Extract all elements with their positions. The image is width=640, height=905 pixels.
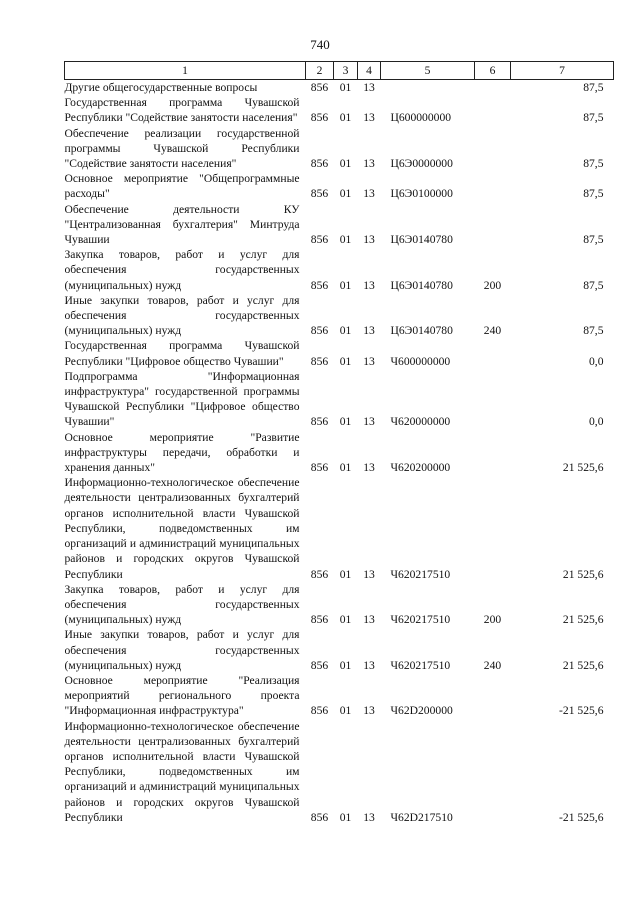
row-section: 01 [339, 613, 352, 627]
row-ministry-code: 856 [310, 810, 329, 824]
header-col-4: 4 [358, 62, 381, 80]
row-expense-type [475, 95, 511, 125]
row-target-item: Ц6Э0140780 [390, 324, 453, 338]
row-ministry-code: 856 [310, 704, 329, 718]
row-target-item: Ц600000000 [390, 111, 452, 125]
table-row [65, 430, 614, 476]
row-subsection: 13 [363, 157, 375, 171]
row-name: Подпрограмма "Информационная инфраструктура" государственной программы Чувашской Республики "Цифровое общество Чувашии" [64, 369, 300, 429]
row-amount: 21 525,6 [562, 461, 604, 475]
table-row [65, 475, 614, 581]
row-amount: 21 525,6 [562, 567, 604, 581]
row-name: Информационно-технологическое обеспечение деятельности централизованных бухгалтерий органов исполнительной власти Чувашской Республики, подведомственных им организаций и администраций муниципальных районов и городских округов Чувашской Республики [64, 719, 300, 824]
row-amount: 87,5 [583, 81, 604, 94]
row-ministry-code: 856 [310, 157, 329, 171]
row-section: 01 [339, 461, 352, 475]
row-section: 01 [339, 810, 352, 824]
row-expense-type [475, 171, 511, 201]
row-amount: 87,5 [583, 233, 604, 247]
table-row [65, 126, 614, 172]
row-name: Закупка товаров, работ и услуг для обеспечения государственных (муниципальных) нужд [64, 582, 300, 627]
row-target-item: Ц6Э0100000 [390, 187, 453, 201]
row-amount: -21 525,6 [559, 810, 604, 824]
row-ministry-code: 856 [310, 415, 329, 429]
row-section: 01 [339, 567, 352, 581]
row-amount: 0,0 [589, 415, 604, 429]
row-expense-type: 200 [483, 613, 502, 627]
row-name: Обеспечение реализации государственной программы Чувашской Республики "Содействие занятости населения" [64, 126, 300, 171]
row-name: Иные закупки товаров, работ и услуг для обеспечения государственных (муниципальных) нужд [64, 628, 300, 672]
table-header-row [65, 62, 614, 80]
row-expense-type [475, 369, 511, 430]
row-section: 01 [339, 278, 352, 292]
row-subsection: 13 [363, 111, 375, 125]
row-target-item: Ч600000000 [390, 354, 451, 368]
row-ministry-code: 856 [310, 111, 329, 125]
header-col-1: 1 [65, 62, 306, 80]
row-name: Основное мероприятие "Реализация мероприятий регионального проекта "Информационная инфраструктура" [64, 673, 300, 718]
header-col-2: 2 [306, 62, 334, 80]
row-expense-type [475, 673, 511, 719]
row-subsection: 13 [363, 658, 375, 672]
row-ministry-code: 856 [310, 567, 329, 581]
row-name: Иные закупки товаров, работ и услуг для обеспечения государственных (муниципальных) нужд [64, 293, 300, 338]
row-amount: 21 525,6 [562, 658, 604, 672]
row-name: Основное мероприятие "Развитие инфраструктуры передачи, обработки и хранения данных" [64, 430, 300, 475]
row-subsection: 13 [363, 704, 375, 718]
row-subsection: 13 [363, 233, 375, 247]
row-target-item: Ч620200000 [390, 461, 451, 475]
row-expense-type [475, 719, 511, 825]
row-expense-type [475, 80, 511, 96]
header-col-5: 5 [381, 62, 475, 80]
row-subsection: 13 [363, 461, 375, 475]
row-name: Информационно-технологическое обеспечение деятельности централизованных бухгалтерий органов исполнительной власти Чувашской Республики, подведомственных им организаций и администраций муниципальных районов и городских округов Чувашской Республики [64, 476, 300, 581]
row-subsection: 13 [363, 810, 375, 824]
row-ministry-code: 856 [310, 324, 329, 338]
budget-table [64, 61, 614, 825]
row-amount: 0,0 [589, 354, 604, 368]
row-name: Государственная программа Чувашской Республики "Содействие занятости населения" [64, 96, 300, 125]
row-subsection: 13 [363, 567, 375, 581]
row-target-item: Ч620217510 [390, 613, 451, 627]
table-row [65, 171, 614, 201]
row-amount: 87,5 [583, 187, 604, 201]
table-row [65, 247, 614, 293]
row-subsection: 13 [363, 278, 375, 292]
table-body [65, 80, 614, 825]
row-expense-type [475, 475, 511, 581]
row-target-item [381, 80, 475, 96]
row-target-item: Ц6Э0140780 [390, 278, 453, 292]
row-section: 01 [339, 157, 352, 171]
row-expense-type [475, 126, 511, 172]
table-row [65, 673, 614, 719]
header-col-3: 3 [334, 62, 358, 80]
row-name: Закупка товаров, работ и услуг для обеспечения государственных (муниципальных) нужд [64, 248, 300, 292]
row-section: 01 [339, 415, 352, 429]
row-subsection: 13 [363, 81, 375, 94]
row-subsection: 13 [363, 354, 375, 368]
row-amount: 21 525,6 [562, 613, 604, 627]
row-ministry-code: 856 [310, 233, 329, 247]
header-col-7: 7 [511, 62, 614, 80]
table-row [65, 627, 614, 673]
row-ministry-code: 856 [310, 81, 329, 94]
row-ministry-code: 856 [310, 278, 329, 292]
row-section: 01 [339, 111, 352, 125]
row-expense-type: 200 [483, 278, 502, 292]
row-target-item: Ч62D200000 [390, 704, 453, 718]
row-target-item: Ц6Э0000000 [390, 157, 453, 171]
row-name: Государственная программа Чувашской Республики "Цифровое общество Чувашии" [64, 339, 300, 368]
row-name: Другие общегосударственные вопросы [64, 81, 258, 94]
row-subsection: 13 [363, 187, 375, 201]
row-target-item: Ч620000000 [390, 415, 451, 429]
row-section: 01 [339, 704, 352, 718]
row-amount: 87,5 [583, 324, 604, 338]
row-ministry-code: 856 [310, 461, 329, 475]
row-amount: 87,5 [583, 111, 604, 125]
header-col-6: 6 [475, 62, 511, 80]
row-target-item: Ч62D217510 [390, 810, 453, 824]
table-row [65, 369, 614, 430]
table-row [65, 95, 614, 125]
row-section: 01 [339, 324, 352, 338]
row-expense-type [475, 338, 511, 368]
table-row [65, 338, 614, 368]
row-section: 01 [339, 81, 352, 94]
row-ministry-code: 856 [310, 613, 329, 627]
row-subsection: 13 [363, 415, 375, 429]
row-amount: -21 525,6 [559, 704, 604, 718]
row-section: 01 [339, 658, 352, 672]
row-section: 01 [339, 187, 352, 201]
row-expense-type: 240 [483, 658, 502, 672]
row-ministry-code: 856 [310, 187, 329, 201]
row-ministry-code: 856 [310, 658, 329, 672]
row-amount: 87,5 [583, 278, 604, 292]
row-ministry-code: 856 [310, 354, 329, 368]
row-name: Основное мероприятие "Общепрограммные расходы" [64, 172, 300, 201]
row-target-item: Ч620217510 [390, 567, 451, 581]
table-row [65, 719, 614, 825]
row-subsection: 13 [363, 613, 375, 627]
table-row [65, 202, 614, 248]
row-expense-type [475, 202, 511, 248]
table-row [65, 582, 614, 628]
row-section: 01 [339, 354, 352, 368]
row-subsection: 13 [363, 324, 375, 338]
page-number: 740 [310, 37, 330, 52]
row-section: 01 [339, 233, 352, 247]
row-target-item: Ц6Э0140780 [390, 233, 453, 247]
row-name: Обеспечение деятельности КУ "Централизованная бухгалтерия" Минтруда Чувашии [64, 202, 300, 247]
table-row [65, 293, 614, 339]
row-expense-type: 240 [483, 324, 502, 338]
table-row [65, 80, 614, 96]
row-amount: 87,5 [583, 157, 604, 171]
row-expense-type [475, 430, 511, 476]
row-target-item: Ч620217510 [390, 658, 451, 672]
